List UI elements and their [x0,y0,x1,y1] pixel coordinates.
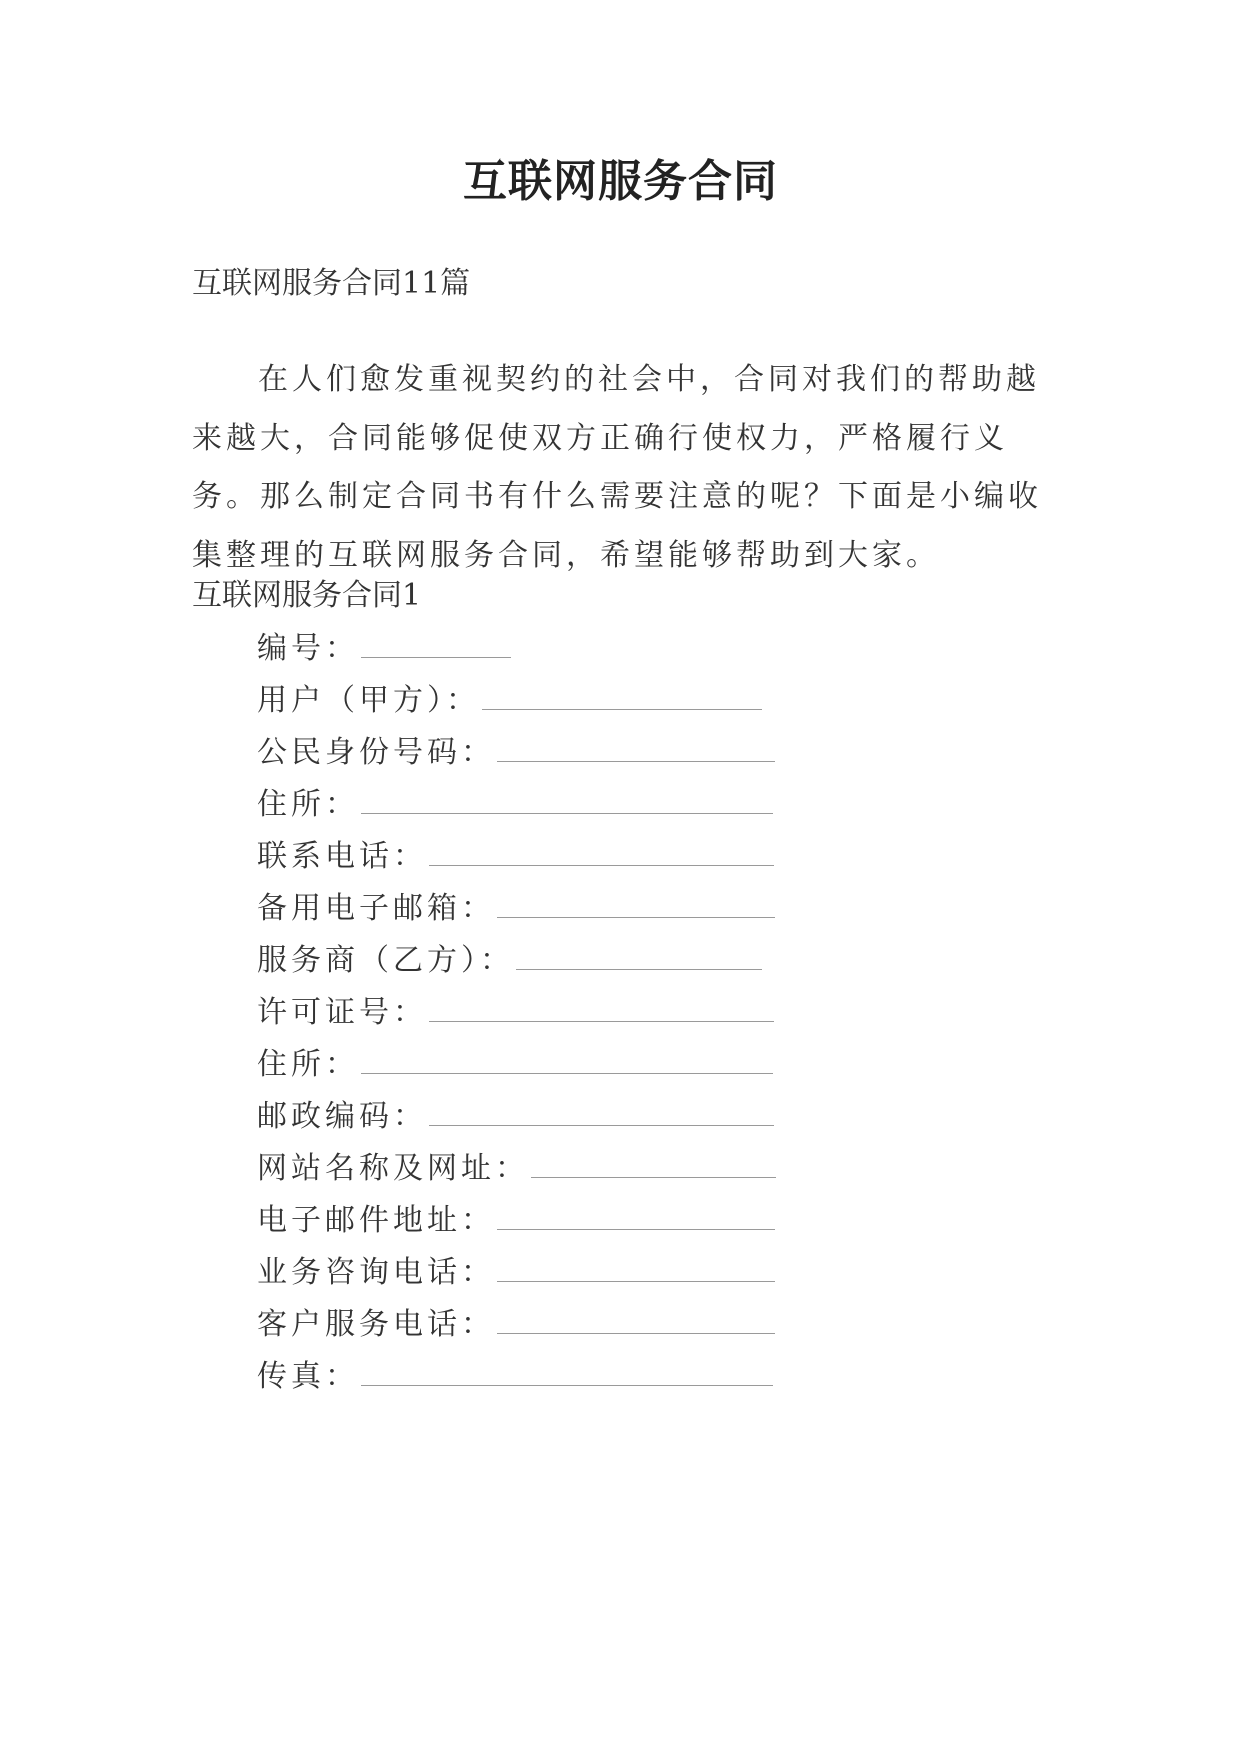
field-label: 住所： [257,1047,359,1082]
field-blank-line[interactable] [429,841,774,866]
field-row [257,1147,776,1191]
field-row [257,783,773,827]
field-row [257,835,774,879]
field-blank-line[interactable] [482,685,762,710]
document-subtitle: 互联网服务合同11篇 [192,266,471,301]
field-label: 网站名称及网址： [257,1151,529,1186]
field-label: 联系电话： [257,839,427,874]
field-blank-line[interactable] [497,893,775,918]
field-blank-line[interactable] [361,633,511,658]
field-label: 编号： [257,631,359,666]
field-label: 许可证号： [257,995,427,1030]
field-label: 邮政编码： [257,1099,427,1134]
field-row [257,731,775,775]
field-row [257,1303,775,1347]
field-label: 服务商（乙方）： [257,943,514,978]
field-row [257,887,775,931]
field-row [257,1199,775,1243]
intro-paragraph: 在人们愈发重视契约的社会中，合同对我们的帮助越来越大，合同能够促使双方正确行使权力，严格履行义务。那么制定合同书有什么需要注意的呢？下面是小编收集整理的互联网服务合同，希望能够帮助到大家。 [192,362,1042,573]
document-title: 互联网服务合同 [463,156,778,207]
field-blank-line[interactable] [361,1361,773,1386]
field-blank-line[interactable] [429,1101,774,1126]
field-row [257,1251,775,1295]
field-row [257,991,774,1035]
field-blank-line[interactable] [497,737,775,762]
field-blank-line[interactable] [361,789,773,814]
field-blank-line[interactable] [531,1153,776,1178]
field-label: 客户服务电话： [257,1307,495,1342]
field-label: 业务咨询电话： [257,1255,495,1290]
field-row [257,1095,774,1139]
field-blank-line[interactable] [361,1049,773,1074]
field-row [257,1043,773,1087]
field-label: 传真： [257,1359,359,1394]
field-label: 用户（甲方）： [257,683,480,718]
field-row [257,939,762,983]
section-heading: 互联网服务合同1 [192,578,422,613]
field-blank-line[interactable] [497,1309,775,1334]
field-label: 住所： [257,787,359,822]
field-label: 电子邮件地址： [257,1203,495,1238]
field-blank-line[interactable] [516,945,762,970]
field-label: 备用电子邮箱： [257,891,495,926]
field-row [257,627,511,671]
field-blank-line[interactable] [497,1257,775,1282]
field-blank-line[interactable] [429,997,774,1022]
field-label: 公民身份号码： [257,735,495,770]
field-blank-line[interactable] [497,1205,775,1230]
field-row [257,679,762,723]
field-row [257,1355,773,1399]
